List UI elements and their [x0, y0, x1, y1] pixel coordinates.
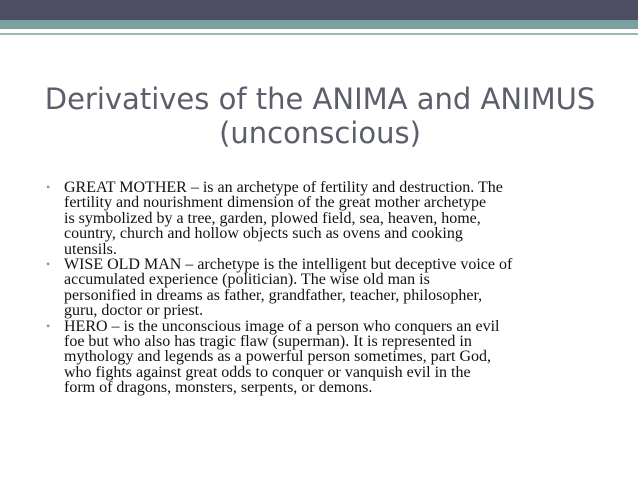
slide-title-line-2: (unconscious) — [219, 116, 421, 150]
bullet-dot-icon: • — [46, 318, 51, 333]
bullet-line: GREAT MOTHER – is an archetype of fertility and destruction. The — [64, 179, 503, 196]
bullet-line: who fights against great odds to conquer or vanquish evil in the — [64, 363, 471, 381]
bullet-line: fertility and nourishment dimension of the great mother archetype — [64, 194, 487, 212]
bullet-great-mother — [46, 180, 606, 257]
bullet-line: HERO – is the unconscious image of a person who conquers an evil — [64, 317, 500, 335]
bullet-line: guru, doctor or priest. — [64, 302, 204, 320]
header-accent-line — [0, 33, 638, 35]
bullet-hero — [46, 319, 606, 396]
bullet-line: mythology and legends as a powerful person sometimes, part God, — [64, 348, 492, 366]
bullet-line: foe but who also has tragic flaw (superman). It is represented in — [64, 333, 472, 351]
bullet-line: is symbolized by a tree, garden, plowed field, sea, heaven, home, — [64, 209, 481, 227]
bullet-line: country, church and hollow objects such as ovens and cooking — [64, 225, 463, 243]
bullet-line: utensils. — [64, 240, 117, 258]
bullet-dot-icon: • — [46, 257, 51, 272]
bullet-line: WISE OLD MAN – archetype is the intelligent but deceptive voice of — [64, 256, 513, 274]
bullet-line: accumulated experience (politician). The wise old man is — [64, 271, 430, 289]
header-accent-band — [0, 20, 638, 29]
bullet-wise-old-man — [46, 257, 606, 319]
bullet-dot-icon: • — [46, 180, 51, 194]
header-dark-band — [0, 0, 638, 20]
bullet-list — [46, 180, 606, 396]
bullet-line: form of dragons, monsters, serpents, or demons. — [64, 379, 373, 397]
bullet-line: personified in dreams as father, grandfather, teacher, philosopher, — [64, 286, 483, 304]
slide-title-line-1: Derivatives of the ANIMA and ANIMUS — [44, 82, 596, 116]
slide-title — [20, 82, 620, 150]
